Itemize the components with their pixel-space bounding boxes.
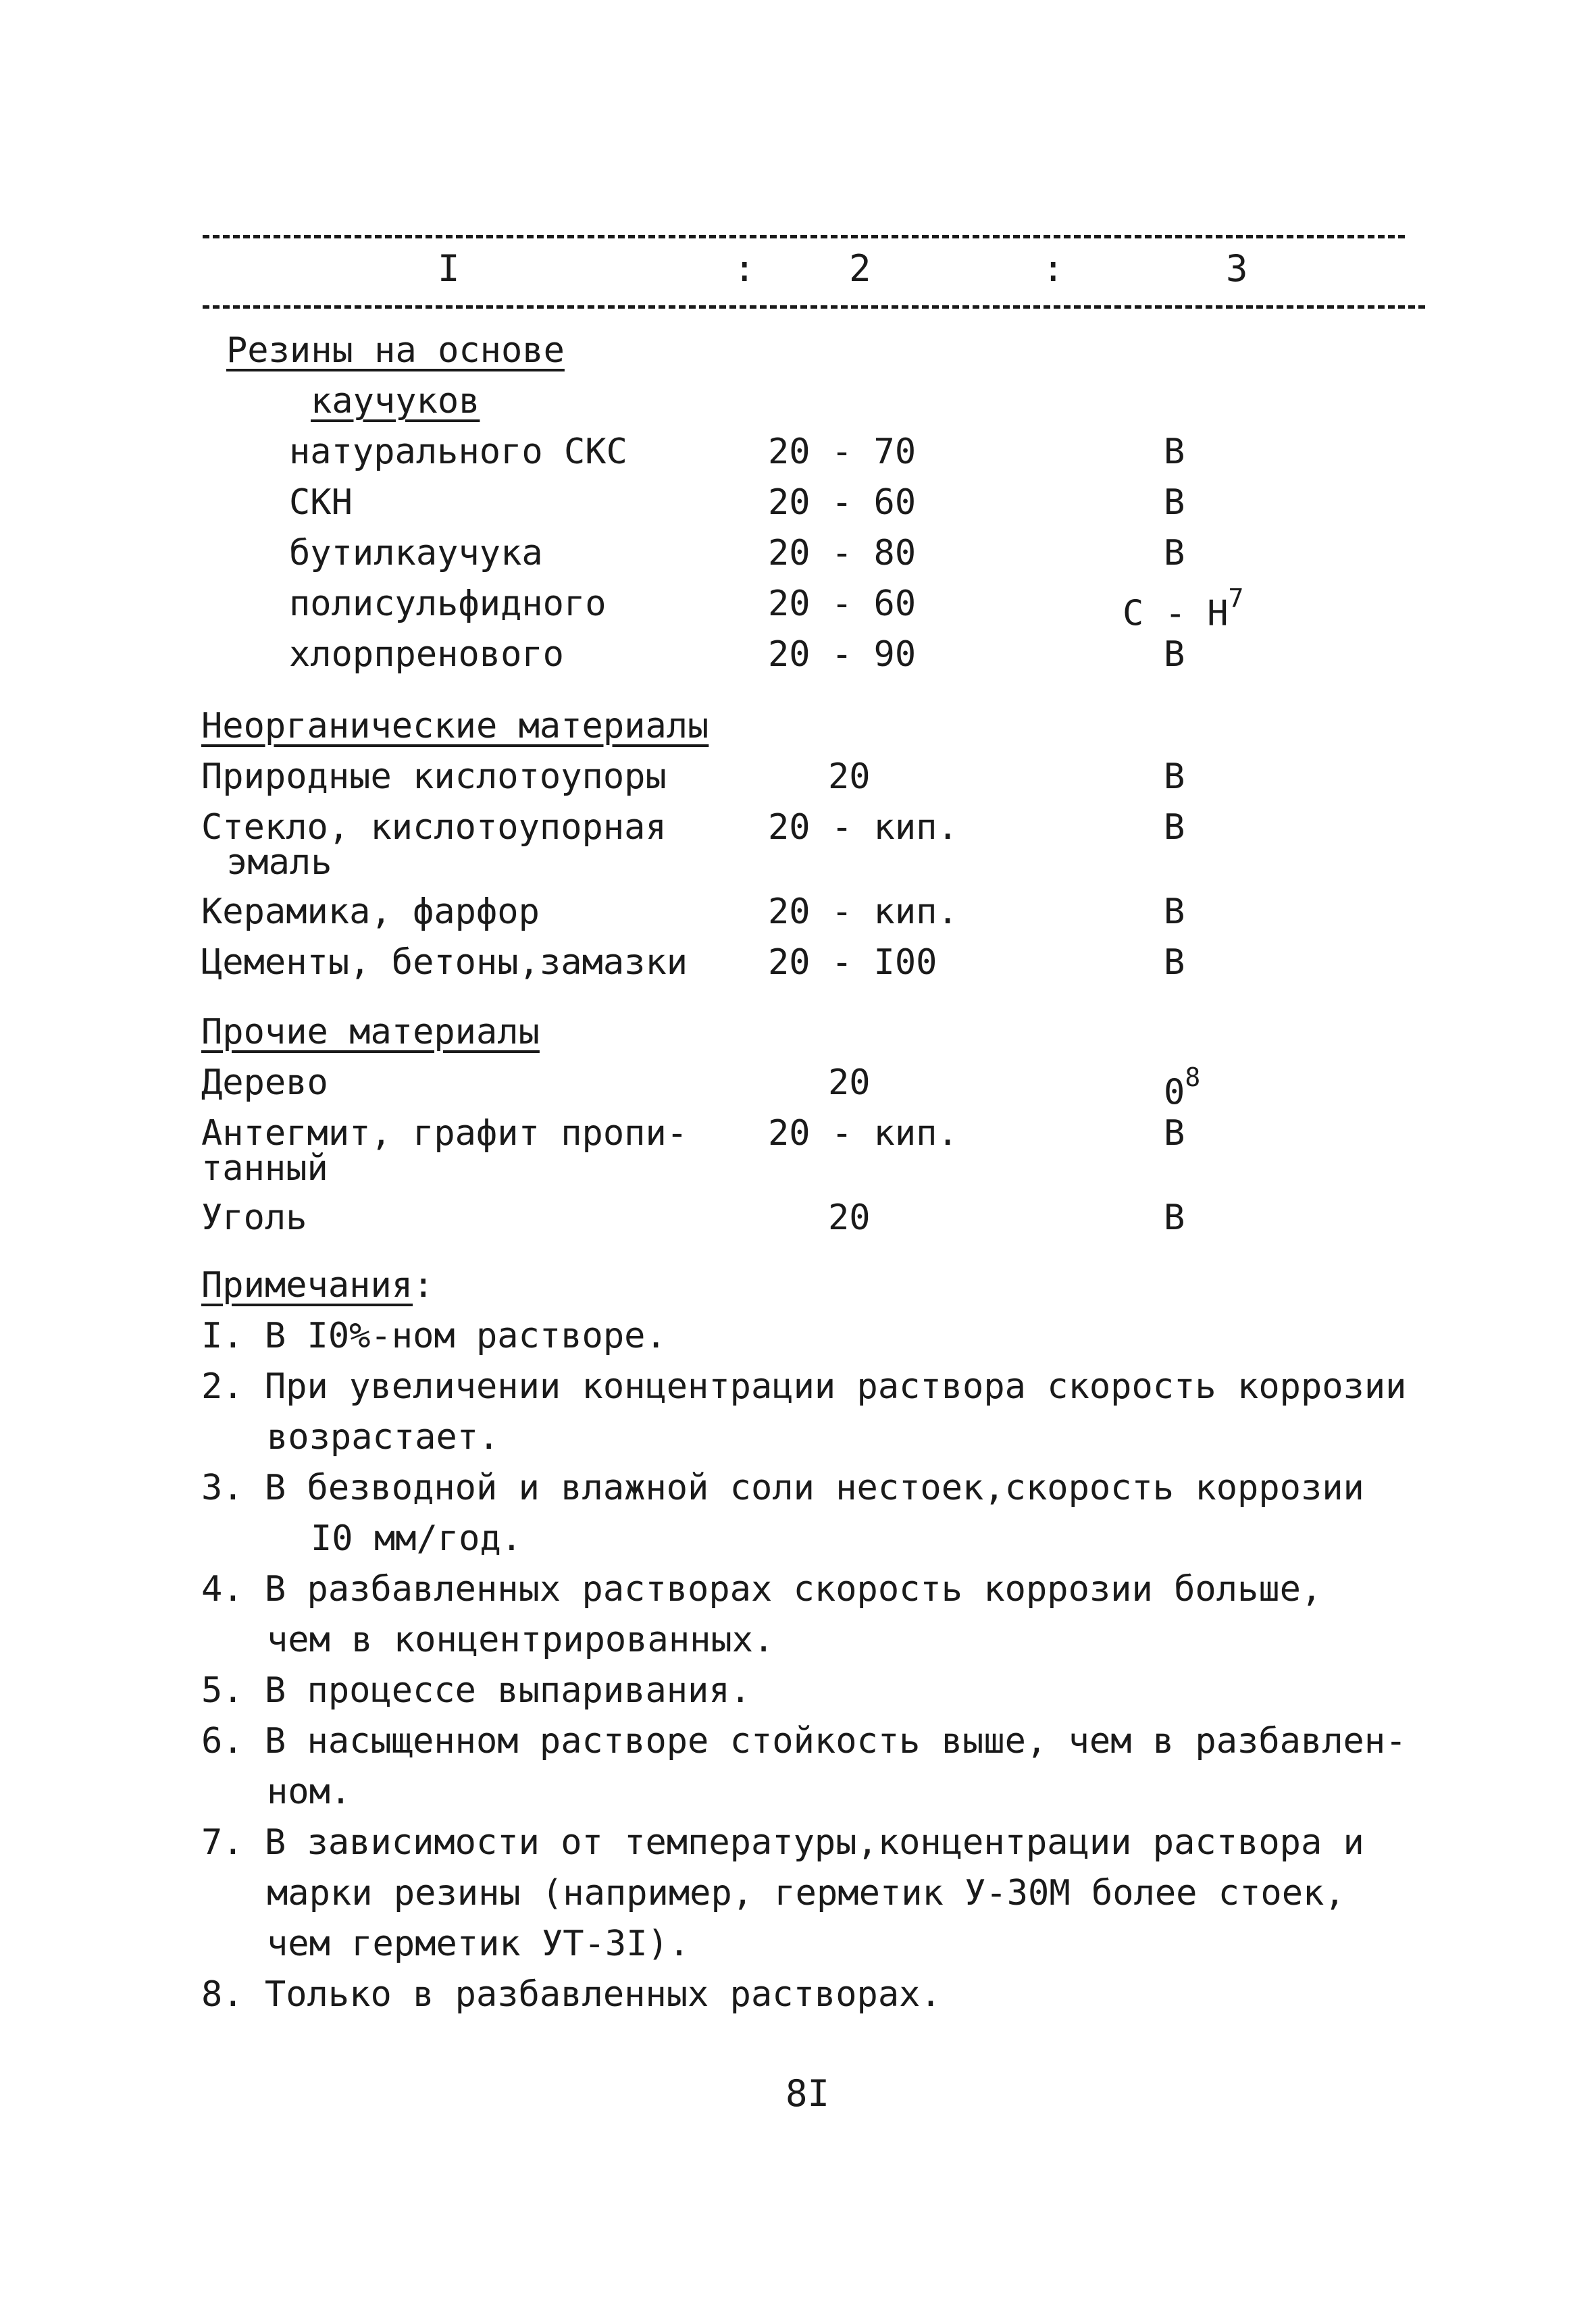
note-line-continued: возрастает. — [267, 1417, 500, 1458]
temperature-range: 20 - 80 — [768, 533, 917, 573]
temperature-range: 20 - 90 — [768, 634, 917, 675]
group-title-continued: каучуков — [311, 381, 480, 421]
page-number: 8I — [786, 2072, 830, 2115]
note-line-continued: чем герметик УТ-3I). — [267, 1924, 690, 1964]
group-title: Неорганические материалы — [201, 706, 709, 746]
note-line-continued: чем в концентрированных. — [267, 1620, 775, 1660]
temperature-range: 20 - 70 — [768, 432, 917, 472]
note-line: 4. В разбавленных растворах скорость коррозии больше, — [201, 1569, 1322, 1610]
table-row — [0, 1059, 1596, 1113]
temperature-range: 20 - I00 — [768, 942, 937, 983]
temperature-range: 20 - 60 — [768, 584, 917, 624]
column-separator: : — [733, 247, 756, 290]
column-separator: : — [1042, 247, 1064, 290]
resistance-rating: B — [1164, 432, 1185, 472]
column-header-3: 3 — [1226, 247, 1248, 290]
material-name: Дерево — [201, 1062, 328, 1103]
note-line: 2. При увеличении концентрации раствора скорость коррозии — [201, 1366, 1407, 1407]
note-line: 6. В насыщенном растворе стойкость выше, чем в разбавлен- — [201, 1721, 1407, 1762]
material-name: хлорпренового — [289, 634, 564, 675]
material-name-continued: эмаль — [226, 842, 332, 883]
temperature-range: 20 - кип. — [768, 1113, 958, 1154]
temperature-range: 20 — [828, 1198, 871, 1238]
table-row — [0, 530, 1596, 577]
note-line: 8. Только в разбавленных растворах. — [201, 1974, 942, 2015]
temperature-range: 20 — [828, 1062, 871, 1103]
footnote-marker: 8 — [1185, 1062, 1201, 1092]
resistance-rating: B — [1164, 942, 1185, 983]
note-line: I. В I0%-ном растворе. — [201, 1316, 667, 1356]
table-row — [0, 753, 1596, 800]
temperature-range: 20 - кип. — [768, 807, 958, 848]
material-name: Цементы, бетоны,замазки — [201, 942, 688, 983]
table-row — [0, 580, 1596, 634]
table-row-continued — [0, 1145, 1596, 1192]
column-header-1: I — [438, 247, 460, 290]
note-line: 3. В безводной и влажной соли нестоек,скорость коррозии — [201, 1468, 1364, 1508]
material-name: Антегмит, графит пропи- — [201, 1113, 688, 1154]
table-top-rule — [203, 235, 1405, 238]
resistance-rating: B — [1164, 892, 1185, 932]
resistance-rating: C - $H^7$ — [1123, 584, 1244, 634]
material-name: бутилкаучука — [289, 533, 543, 573]
resistance-rating: $0^8$ — [1164, 1062, 1201, 1113]
material-name-continued: танный — [201, 1148, 328, 1189]
table-row — [0, 479, 1596, 526]
material-name: Керамика, фарфор — [201, 892, 540, 932]
resistance-rating: B — [1164, 1113, 1185, 1154]
resistance-rating: B — [1164, 482, 1185, 523]
table-row — [0, 631, 1596, 678]
table-row — [0, 939, 1596, 986]
note-line-continued: марки резины (например, герметик У-30М более стоек, — [267, 1873, 1345, 1913]
material-name: Стекло, кислотоупорная — [201, 807, 667, 848]
footnote-marker: 7 — [1228, 584, 1244, 613]
temperature-range: 20 - 60 — [768, 482, 917, 523]
material-name: СКН — [289, 482, 353, 523]
resistance-rating: B — [1164, 533, 1185, 573]
material-name: полисульфидного — [289, 584, 607, 624]
material-name: Уголь — [201, 1198, 307, 1238]
table-row — [0, 888, 1596, 935]
resistance-rating: B — [1164, 634, 1185, 675]
resistance-rating: B — [1164, 1198, 1185, 1238]
resistance-rating: B — [1164, 756, 1185, 797]
group-title: Резины на основе — [226, 330, 565, 371]
note-line-continued: ном. — [267, 1772, 352, 1812]
notes-title: Примечания: — [201, 1265, 434, 1306]
temperature-range: 20 - кип. — [768, 892, 958, 932]
table-header-rule — [203, 305, 1425, 309]
group-title: Прочие материалы — [201, 1012, 540, 1052]
table-row-continued — [0, 839, 1596, 886]
note-line: 7. В зависимости от температуры,концентрации раствора и — [201, 1822, 1364, 1863]
table-row — [0, 1194, 1596, 1241]
table-row — [0, 428, 1596, 475]
material-name: натурального СКС — [289, 432, 627, 472]
column-header-2: 2 — [849, 247, 871, 290]
note-line-continued: I0 мм/год. — [311, 1518, 523, 1559]
temperature-range: 20 — [828, 756, 871, 797]
table-header — [0, 245, 1596, 292]
material-name: Природные кислотоупоры — [201, 756, 667, 797]
note-line: 5. В процессе выпаривания. — [201, 1670, 751, 1711]
resistance-rating: B — [1164, 807, 1185, 848]
